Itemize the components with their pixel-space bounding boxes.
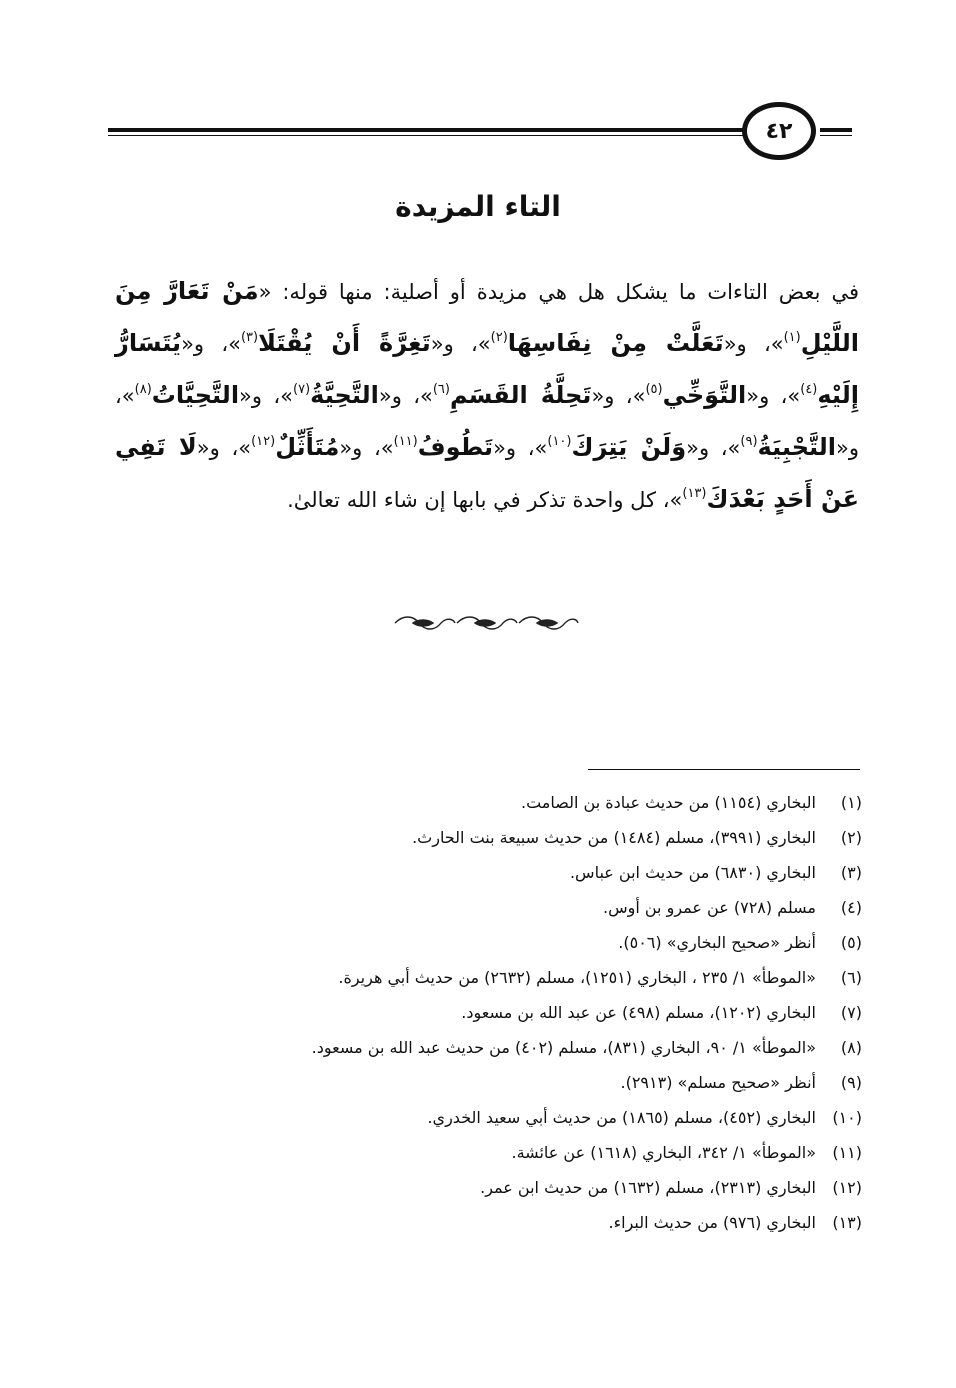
body-paragraph [115,266,859,526]
quoted-word: وَلَنْ يَتِرَكَ [571,433,687,461]
footnote [100,1030,862,1065]
footnote-ref: (٢) [490,330,508,345]
quoted-word: تَغِرَّةً أَنْ يُقْتَلَا [258,329,431,357]
footnote-text: «الموطأ» ١/ ٢٣٥ ، البخاري (١٢٥١)، مسلم (٢٦٣٢) من حديث أبي هريرة. [338,968,816,987]
page-header [108,102,852,162]
footnote-text: البخاري (٦٨٣٠) من حديث ابن عباس. [569,863,816,882]
quoted-word: لَا تَفِي عَنْ أَحَدٍ بَعْدَكَ [115,433,859,513]
footnote [100,820,862,855]
footnote [100,1135,862,1170]
header-rule-right-thin [820,135,852,136]
footnote-text: البخاري (١١٥٤) من حديث عبادة بن الصامت. [520,793,816,812]
footnote-number: (١٠) [832,1108,862,1127]
footnote [100,890,862,925]
footnote-text: مسلم (٧٢٨) عن عمرو بن أوس. [603,898,816,917]
body-text-segment: »، و« [339,436,394,460]
header-rule-right [820,128,852,132]
footnote-text: أنظر «صحيح مسلم» (٢٩١٣). [620,1073,816,1092]
footnote-number: (٤) [840,898,862,917]
body-text-segment: »، و« [686,436,741,460]
body-text-segment: »، و« [430,332,491,356]
footnote-ref: (١٣) [682,486,707,501]
body-text-segment: »، و« [591,384,646,408]
footnote-ref: (٣) [240,330,259,345]
footnote-ref: (٦) [432,382,450,397]
footnote-number: (٦) [840,968,862,987]
footnote-number: (١١) [832,1143,862,1162]
page-number: ٤٢ [742,102,816,160]
footnote [100,960,862,995]
footnote-text: البخاري (٣٩٩١)، مسلم (١٤٨٤) من حديث سبيعة بنت الحارث. [412,828,816,847]
footnote-separator [588,769,860,770]
footnote-text: «الموطأ» ١/ ٣٤٢، البخاري (١٦١٨) عن عائشة. [511,1143,816,1162]
body-text-segment: »، و« [181,332,241,356]
footnote [100,1205,862,1240]
quoted-word: مَنْ تَعَارَّ مِنَ اللَّيْلِ [115,277,859,357]
footnote-number: (٨) [840,1038,862,1057]
footnote-text: البخاري (١٢٠٢)، مسلم (٤٩٨) عن عبد الله بن مسعود. [461,1003,816,1022]
footnote-text: البخاري (٤٥٢)، مسلم (١٨٦٥) من حديث أبي سعيد الخدري. [427,1108,816,1127]
quoted-word: مُتَأَثِّلٌ [275,433,340,461]
footnote [100,855,862,890]
footnote [100,1170,862,1205]
footnote-ref: (١) [783,330,801,345]
footnote-ref: (٨) [134,382,152,397]
quoted-word: التَّحِيَّةُ [310,381,379,409]
footnote-ref: (١٢) [251,434,276,449]
footnote-number: (١) [840,793,862,812]
footnote-number: (١٢) [832,1178,862,1197]
body-text-segment: »، و« [493,436,548,460]
footnote [100,995,862,1030]
quoted-word: التَّوَخِّي [662,381,747,409]
header-rule-left [108,128,746,132]
footnote-ref: (٧) [293,382,311,397]
body-text-segment: »، و« [723,332,784,356]
footnote-ref: (١٠) [547,434,572,449]
body-text-segment: »، كل واحدة تذكر في بابها إن شاء الله تعالىٰ. [287,488,683,512]
footnotes-list [100,785,862,1240]
quoted-word: تَعَلَّتْ مِنْ نِفَاسِهَا [507,329,724,357]
footnote-ref: (٩) [740,434,758,449]
footnote [100,1100,862,1135]
footnote-text: «الموطأ» ١/ ٩٠، البخاري (٨٣١)، مسلم (٤٠٢) من حديث عبد الله بن مسعود. [311,1038,816,1057]
footnote [100,1065,862,1100]
body-text-segment: »، و« [239,384,294,408]
footnote-text: البخاري (٢٣١٣)، مسلم (١٦٣٢) من حديث ابن عمر. [480,1178,816,1197]
footnote-ref: (٥) [645,382,663,397]
quoted-word: التَّجْبِيَةُ [757,433,837,461]
body-text-segment: في بعض التاءات ما يشكل هل هي مزيدة أو أصلية: منها قوله: « [258,280,859,304]
quoted-word: يُتَسَارُّ إِلَيْهِ [115,329,859,409]
footnote-ref: (٤) [800,382,818,397]
footnote-number: (١٣) [832,1213,862,1232]
header-rule-left-thin [108,135,746,136]
body-text-segment: »، و« [115,384,860,460]
footnote-number: (٧) [840,1003,862,1022]
footnote-text: أنظر «صحيح البخاري» (٥٠٦). [618,933,816,952]
quoted-word: تَحِلَّةُ القَسَمِ [449,381,592,409]
body-text-segment: »، و« [196,436,252,460]
quoted-word: التَّحِيَّاتُ [151,381,240,409]
footnote [100,925,862,960]
section-heading: التاء المزيدة [395,190,561,223]
footnote-text: البخاري (٩٧٦) من حديث البراء. [608,1213,816,1232]
footnote-number: (٥) [840,933,862,952]
footnote-number: (٢) [840,828,862,847]
body-text-segment: »، و« [378,384,433,408]
ornament-divider [393,613,579,633]
footnote-ref: (١١) [393,434,418,449]
body-text-segment: »، و« [746,384,801,408]
quoted-word: تَطُوفُ [417,433,494,461]
footnote-number: (٣) [840,863,862,882]
footnote-number: (٩) [840,1073,862,1092]
footnote [100,785,862,820]
